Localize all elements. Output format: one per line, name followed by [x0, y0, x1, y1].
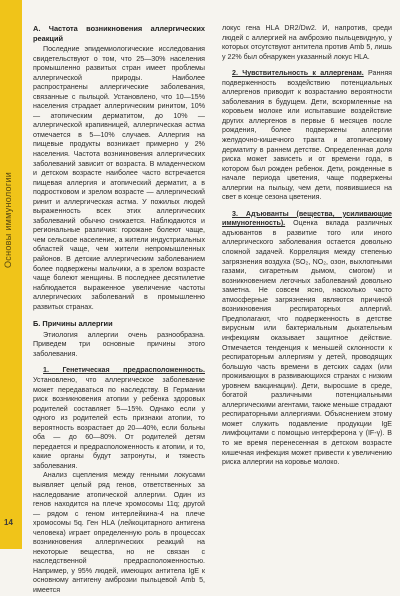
cause-3-title: 3. Адъюванты (вещества, усиливающие иммуногенность). [222, 209, 392, 228]
cause-3-text: Оценка вклада различных адъювантов в развитие того или иного аллергического заболевания остается довольно сложной задачей. Корреляция между степенью загрязнения воздуха (SO₂, NO₂, озон, выхлопными газами, сигаретным дымом, смогом) и возникновением легочных заболеваний довольно заметна. Не совсем ясно, насколько часто атмосферные загрязнения являются причиной возникновения респираторных аллергий. Предполагают, что подверженность в детстве вирусным или бактериальным дыхательным инфекциям оказывает защитное действие. Отмечается тенденция к меньшей склонности к респираторным аллергиям у детей, проводящих большую часть времени в детских садах (или проживающих в развивающихся странах с низким уровнем вакцинации). Дети, выросшие в среде, богатой различными потенциальными аллергическими агентами, также меньше страдают респираторными аллергиями. Объяснением этому может служить подавление продукции IgE лимфоцитами с помощью интерферона γ (IF-γ). В то же время перенесенная в детском возрасте кишечная инфекция может привести к увеличению риска аллергии на коровье молоко. [222, 219, 392, 467]
section-a-title: А. Частота возникновения аллергических реакций [33, 24, 205, 43]
cause-2-text: Ранняя подверженность воздействию потенциальных аллергенов приводит к возрастанию вероятности заболевания в будущем. Дети, вскормленные на коровьем молоке или испытавшие воздействие других аллергенов в первые 6 месяцев после рождения, более подвержены аллергии желудочно-кишечного тракта и атопическому дерматиту в раннем детстве. Определенная доля риска может зависеть и от времени года, в котором был рожден ребенок. Дети, рожденные в начале периода цветения, чаще подвержены аллергии на пыльцу, чем дети, появившиеся на свет в конце сезона цветения. [222, 69, 392, 202]
cause-1-paragraph [33, 366, 205, 471]
page-number: 14 [4, 518, 13, 527]
section-b-title: Б. Причины аллергии [33, 319, 113, 329]
cause-1-text: Установлено, что аллергическое заболевание может передаваться по наследству. В Германии риск возникновения атопии у ребенка здоровых родителей составляет 5—15%. Однако если у одного из родителей есть признаки атопии, то вероятность возрастает до 20—40%, если больны оба — до 60—80%. От родителей детям передается и предрасположенность к атопии, и то, какие органы будут затронуты, и тяжесть заболевания. [33, 376, 205, 470]
cause-2-title: 2. Чувствительность к аллергенам. [232, 69, 364, 78]
cause-2-paragraph [222, 69, 392, 203]
sidebar-strip [0, 0, 22, 549]
continued-paragraph: локус гена HLA DR2/Dw2. И, напротив, среди людей с аллергией на амброзию пыльцевидную, у которых отсутствуют антитела против Amb 5, лишь у 22% был обнаружен указанный локус HLA. [222, 24, 392, 61]
sidebar-chapter-label: Основы иммунологии [3, 171, 13, 269]
cause-3-paragraph [222, 210, 392, 468]
right-column [222, 24, 392, 468]
section-a-paragraph: Последние эпидемиологические исследования свидетельствуют о том, что 25—30% населения промышленно развитых стран имеет проблемы аллергической природы. Наиболее распространены аллергические заболевания, связанные с пыльцой. Установлено, что 10—15% населения страдает аллергическим ринитом, 10% — атопическим дерматитом, до 10% — аллергической крапивницей, аллергическая астма отмечается в 5—10% случаев. Аллергия на пищевые продукты возникает примерно у 2% населения. Частота возникновения аллергических заболеваний зависит от возраста. В младенческом и детском возрасте наиболее часто встречается пищевая аллергия и атопический дерматит, а в подростковом и зрелом возрасте — аллергический ринит и аллергическая астма. У пожилых людей выраженность всех этих аллергических заболеваний обычно снижается. Наблюдаются и региональные различия: горожане болеют чаще, чем сельское население, а жители индустриальных областей чаще, чем жители непромышленных районов. В детские аллергическим заболеванием более подвержены мальчики, а в зрелом возрасте чаще болеют женщины. В последнее десятилетие наблюдается выраженное увеличение частоты аллергических заболеваний в промышленно развитых странах. [33, 45, 205, 311]
left-column [33, 24, 205, 596]
cause-1-paragraph-2: Анализ сцепления между генными локусами выявляет целый ряд генов, ответственных за наследование атопической аллергии. Один из генов находится на плече хромосомы 11q; другой — рядом с геном интерлейкина-4 на плече хромосомы 5q. Ген HLA (лейкоцитарного антигена человека) играет определенную роль в процессах возникновения аллергических реакций на некоторые вещества, но не связан с наследственной предрасположенностью. Например, у 95% людей, имеющих антитела IgE к основному антигену амброзии пыльцевой Amb 5, имеется [33, 471, 205, 595]
section-b-intro: Этиология аллергии очень разнообразна. Приведем три основные причины этого заболевания. [33, 330, 205, 358]
cause-1-title: 1. Генетическая предрасположенность. [43, 366, 205, 375]
